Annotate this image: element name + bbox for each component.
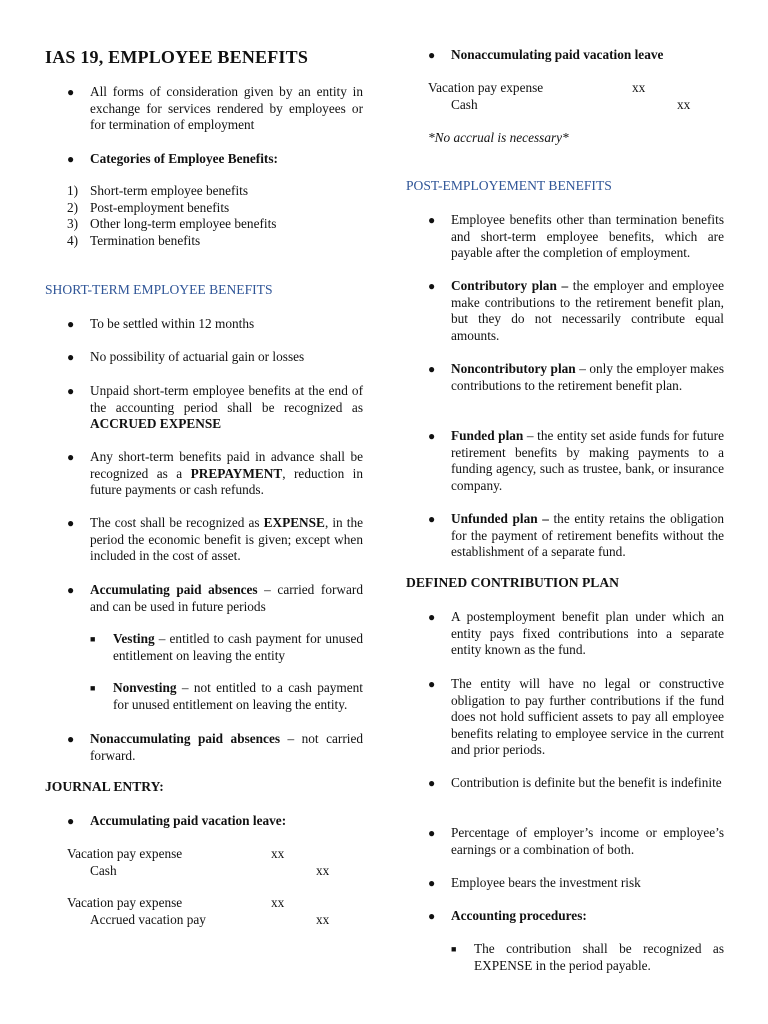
post-employment-heading: POST-EMPLOYEMENT BENEFITS: [406, 178, 612, 193]
short-term-item: The cost shall be recognized as EXPENSE, in the period the economic benefit is given; except when included in the cost of asset.: [90, 515, 363, 564]
bullet-icon: ●: [67, 450, 75, 464]
credit-account: Accrued vacation pay: [90, 911, 206, 927]
definition-text: All forms of consideration given by an entity in exchange for services rendered by employees or for termination of employment: [90, 84, 363, 133]
credit-amount: xx: [677, 96, 691, 112]
bullet-icon: ●: [67, 583, 75, 597]
bullet-icon: ●: [428, 677, 436, 691]
bullet-icon: ●: [428, 362, 436, 376]
bullet-icon: ●: [428, 429, 436, 443]
bullet-icon: ●: [428, 876, 436, 890]
bullet-icon: ●: [67, 732, 75, 746]
journal-entry: [67, 846, 363, 879]
debit-account: Vacation pay expense: [67, 895, 183, 910]
category-item: 2) Post-employment benefits: [67, 199, 230, 215]
bullet-icon: ●: [428, 776, 436, 790]
accrual-note: *No accrual is necessary*: [428, 130, 569, 145]
bullet-icon: ●: [67, 85, 75, 99]
credit-account: Cash: [451, 96, 478, 112]
bullet-icon: ●: [428, 213, 436, 227]
debit-account: Vacation pay expense: [428, 80, 544, 95]
category-item: 1) Short-term employee benefits: [67, 183, 249, 198]
bullet-icon: ●: [428, 826, 436, 840]
short-term-item: To be settled within 12 months: [90, 316, 255, 331]
post-item: Unfunded plan – the entity retains the obligation for the payment of retirement benefits without the establishment of a separate fund.: [451, 511, 724, 560]
journal-heading: JOURNAL ENTRY:: [45, 779, 164, 794]
bullet-icon: ●: [67, 152, 75, 166]
square-bullet-icon: ■: [90, 683, 96, 693]
short-term-heading: SHORT-TERM EMPLOYEE BENEFITS: [45, 282, 273, 297]
category-item: 4) Termination benefits: [67, 232, 201, 248]
short-term-item: Accumulating paid absences – carried forward and can be used in future periods: [90, 582, 363, 614]
bullet-icon: ●: [67, 384, 75, 398]
journal-entry: [428, 80, 724, 113]
nonvesting-item: Nonvesting – not entitled to a cash payment for unused entitlement on leaving the entity.: [113, 680, 363, 712]
debit-account: Vacation pay expense: [67, 846, 183, 861]
categories-list: [67, 183, 363, 249]
categories-heading: Categories of Employee Benefits:: [90, 151, 278, 166]
post-item: Noncontributory plan – only the employer makes contributions to the retirement benefit plan.: [451, 361, 724, 393]
short-term-item: Any short-term benefits paid in advance shall be recognized as a PREPAYMENT, reduction in future payments or cash refunds.: [90, 449, 363, 498]
bullet-icon: ●: [428, 512, 436, 526]
page-title: IAS 19, EMPLOYEE BENEFITS: [45, 47, 309, 67]
dcp-heading: DEFINED CONTRIBUTION PLAN: [406, 575, 619, 590]
dcp-item: Employee bears the investment risk: [451, 875, 641, 890]
debit-amount: xx: [271, 895, 285, 910]
post-item: Funded plan – the entity set aside funds for future retirement benefits by making payments to a funding agency, such as trustee, bank, or insurance company.: [451, 428, 725, 493]
short-term-item: Nonaccumulating paid absences – not carried forward.: [90, 731, 363, 763]
short-term-item: Unpaid short-term employee benefits at the end of the accounting period shall be recognized as ACCRUED EXPENSE: [90, 383, 363, 432]
dcp-item: Percentage of employer’s income or employee’s earnings or a combination of both.: [451, 825, 724, 857]
credit-amount: xx: [316, 911, 330, 927]
credit-amount: xx: [316, 862, 330, 878]
credit-account: Cash: [90, 862, 117, 878]
category-item: 3) Other long-term employee benefits: [67, 216, 277, 232]
vesting-item: Vesting – entitled to cash payment for unused entitlement on leaving the entity: [113, 631, 363, 663]
bullet-icon: ●: [428, 909, 436, 923]
square-bullet-icon: ■: [451, 944, 457, 954]
dcp-item: Contribution is definite but the benefit is indefinite: [451, 775, 722, 790]
post-item: Contributory plan – the employer and employee make contributions to the retirement benefit plan, but they do not necessarily contribute equal amounts.: [451, 278, 724, 343]
nonaccumulating-heading: Nonaccumulating paid vacation leave: [451, 47, 664, 62]
accumulating-heading: Accumulating paid vacation leave:: [90, 813, 287, 828]
bullet-icon: ●: [67, 516, 75, 530]
debit-amount: xx: [271, 846, 285, 861]
bullet-icon: ●: [67, 317, 75, 331]
bullet-icon: ●: [67, 350, 75, 364]
dcp-item: The entity will have no legal or constructive obligation to pay further contributions if the fund does not hold sufficient assets to pay all employee benefits relating to employee service in the current and prior periods.: [451, 676, 724, 758]
debit-amount: xx: [632, 80, 646, 95]
accounting-procedures-heading: Accounting procedures:: [451, 908, 587, 923]
short-term-item: No possibility of actuarial gain or losses: [90, 349, 305, 364]
dcp-item: A postemployment benefit plan under which an entity pays fixed contributions into a separate entity known as the fund.: [451, 609, 724, 658]
bullet-icon: ●: [428, 279, 436, 293]
journal-entry: [67, 895, 363, 928]
post-item: Employee benefits other than termination benefits and short-term employee benefits, which are payable after the completion of employment.: [451, 212, 724, 261]
square-bullet-icon: ■: [90, 634, 96, 644]
bullet-icon: ●: [67, 814, 75, 828]
accounting-procedure-item: The contribution shall be recognized as EXPENSE in the period payable.: [474, 941, 724, 973]
bullet-icon: ●: [428, 48, 436, 62]
bullet-icon: ●: [428, 610, 436, 624]
